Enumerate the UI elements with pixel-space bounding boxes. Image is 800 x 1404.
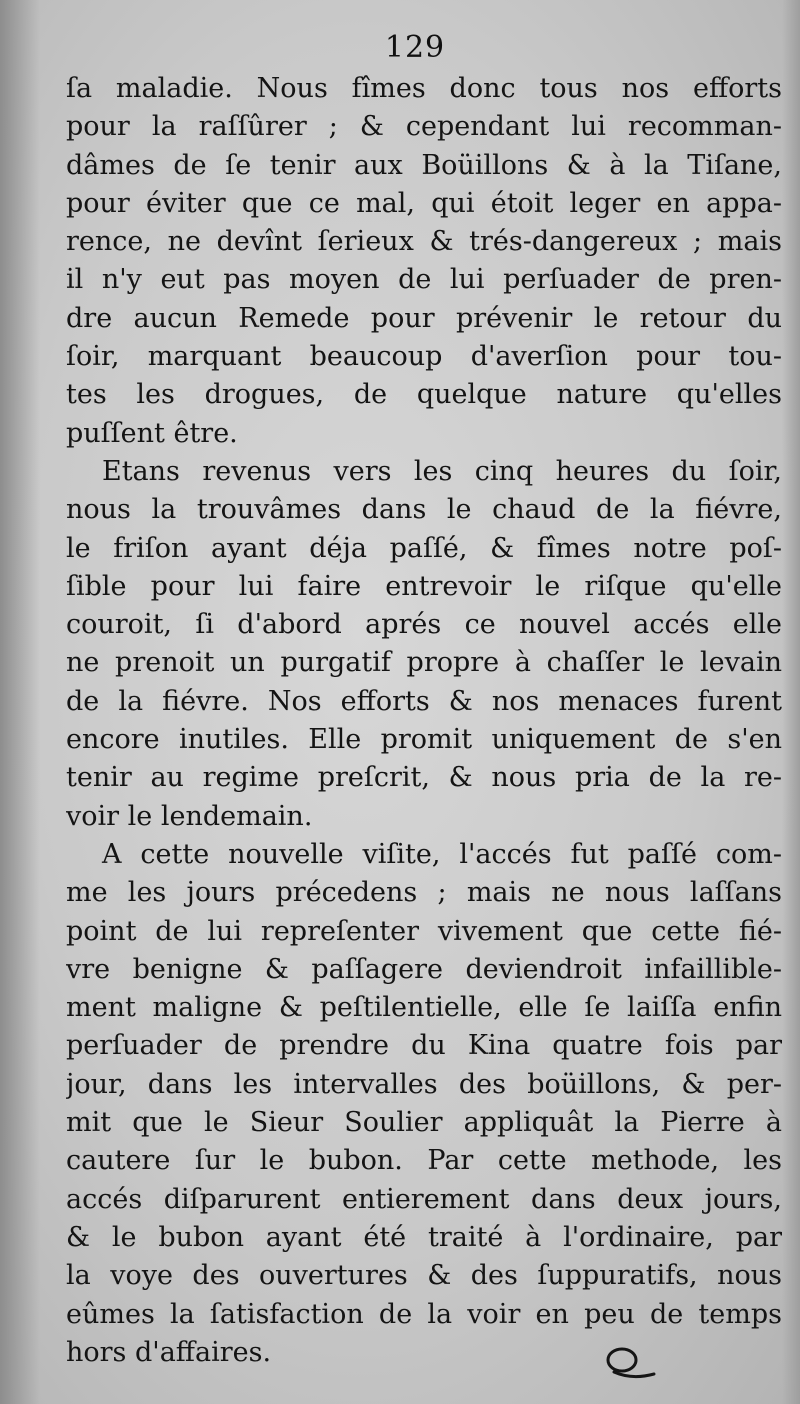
text-line: il n'y eut pas moyen de lui perſuader de pren-: [66, 264, 782, 296]
signature-mark-q-icon: [598, 1340, 658, 1384]
text-line: jour, dans les intervalles des boüillons, & per-: [66, 1068, 782, 1100]
text-line: cautere ſur le bubon. Par cette methode, les: [66, 1145, 782, 1177]
text-line: voir le lendemain.: [66, 800, 313, 832]
text-line: rence, ne devînt ſerieux & trés-dangereux ; mais: [66, 226, 782, 258]
text-line: ne prenoit un purgatif propre à chaſſer le levain: [66, 647, 782, 679]
text-line: dâmes de ſe tenir aux Boüillons & à la Tiſane,: [66, 149, 782, 181]
body-text: [66, 70, 782, 1372]
text-line: accés diſparurent entierement dans deux jours,: [66, 1183, 782, 1215]
text-line: & le bubon ayant été traité à l'ordinaire, par: [66, 1221, 782, 1253]
text-line: point de lui repreſenter vivement que cette fié-: [66, 915, 782, 947]
text-line: de la fiévre. Nos efforts & nos menaces furent: [66, 685, 782, 717]
text-line: vre benigne & paſſagere deviendroit infaillible-: [66, 953, 782, 985]
text-line: me les jours précedens ; mais ne nous laſſans: [66, 877, 782, 909]
text-line: puſſent être.: [66, 417, 238, 449]
text-line: A cette nouvelle viſite, l'accés fut paſſé com-: [102, 838, 782, 870]
text-line: tes les drogues, de quelque nature qu'elles: [66, 379, 782, 411]
text-line: mit que le Sieur Soulier appliquât la Pierre à: [66, 1107, 782, 1139]
gutter-shadow: [0, 0, 40, 1404]
text-line: perſuader de prendre du Kina quatre fois par: [66, 1030, 782, 1062]
text-line: ſible pour lui faire entrevoir le riſque qu'elle: [66, 570, 782, 602]
text-line: le friſon ayant déja paſſé, & fîmes notre poſ-: [66, 532, 782, 564]
text-line: tenir au regime preſcrit, & nous pria de la re-: [66, 762, 782, 794]
page-edge: [782, 0, 800, 1404]
text-line: pour la raſſûrer ; & cependant lui recomman-: [66, 111, 782, 143]
text-line: ſa maladie. Nous fîmes donc tous nos efforts: [66, 73, 782, 104]
text-line: pour éviter que ce mal, qui étoit leger en appa-: [66, 187, 782, 219]
text-line: couroit, ſi d'abord aprés ce nouvel accés elle: [66, 609, 782, 641]
text-line: ſoir, marquant beaucoup d'averſion pour tou-: [66, 341, 782, 373]
text-line: nous la trouvâmes dans le chaud de la fiévre,: [66, 494, 782, 526]
text-line: hors d'affaires.: [66, 1336, 272, 1368]
text-line: la voye des ouvertures & des ſuppuratifs, nous: [66, 1260, 782, 1292]
text-line: eûmes la ſatisfaction de la voir en peu de temps: [66, 1298, 782, 1330]
text-line: dre aucun Remede pour prévenir le retour du: [66, 302, 782, 334]
text-line: ment maligne & peſtilentielle, elle ſe laiſſa enfin: [66, 992, 782, 1024]
text-line: encore inutiles. Elle promit uniquement de s'en: [66, 724, 782, 756]
page-number: 129: [384, 30, 446, 65]
text-line: Etans revenus vers les cinq heures du ſoir,: [102, 455, 782, 487]
